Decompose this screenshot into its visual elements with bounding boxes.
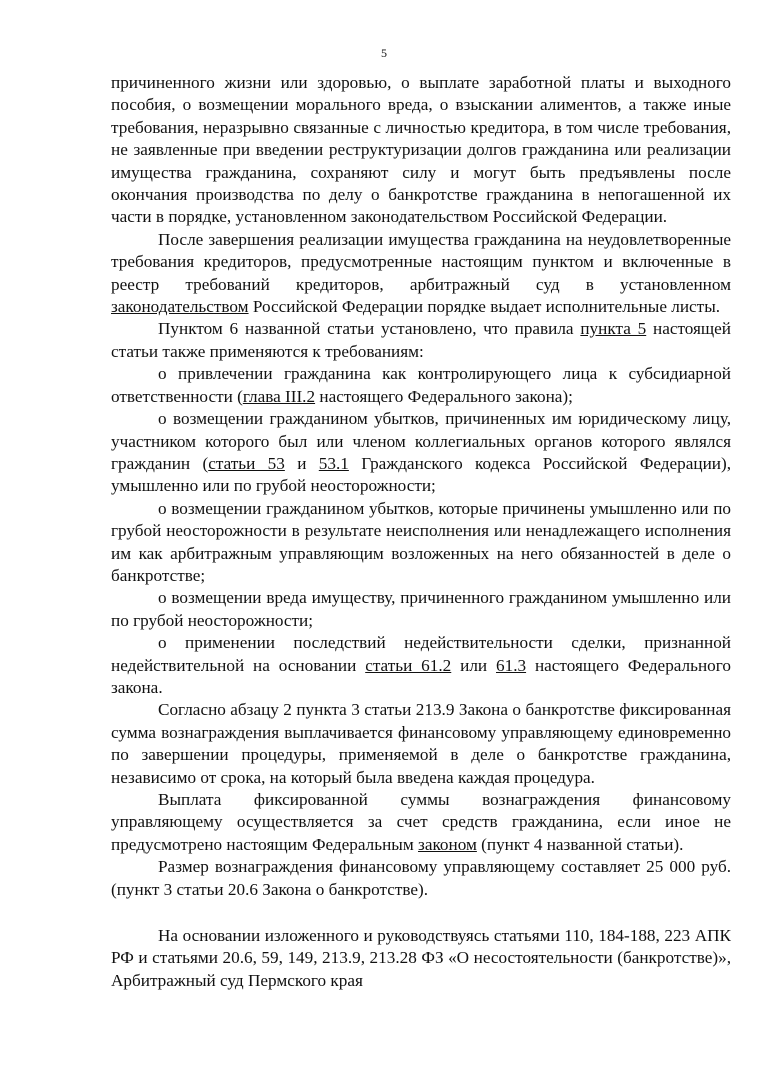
paragraph-text: На основании изложенного и руководствуясь статьями 110, 184-188, 223 АПК РФ и статьями 20.6, 59, 149, 213.9, 213.28 ФЗ «О несостоятельности (банкротстве)», Арбитражный суд Пермского края bbox=[111, 926, 731, 990]
paragraph bbox=[111, 587, 731, 632]
paragraph bbox=[111, 408, 731, 498]
paragraph bbox=[111, 699, 731, 789]
paragraph-text: настоящего Федерального закона. bbox=[111, 655, 731, 697]
paragraph-text: о привлечении гражданина как контролирующего лица к субсидиарной ответственности ( bbox=[111, 364, 731, 406]
paragraph-text: настоящей статьи также применяются к требованиям: bbox=[111, 319, 731, 361]
paragraph bbox=[111, 925, 731, 992]
paragraph bbox=[111, 632, 731, 699]
law-reference-link[interactable]: глава III.2 bbox=[242, 386, 316, 406]
paragraph-text: о возмещении вреда имуществу, причиненного гражданином умышленно или по грубой неосторожности; bbox=[111, 588, 731, 630]
paragraph bbox=[111, 789, 731, 856]
paragraph-text: Гражданского кодекса Российской Федерации), умышленно или по грубой неосторожности; bbox=[111, 453, 732, 496]
paragraph-text: о возмещении гражданином убытков, которые причинены умышленно или по грубой неосторожности в результате неисполнения или ненадлежащего исполнения им как арбитражным управляющим возложенных на него обязанностей в деле о банкротстве; bbox=[111, 498, 731, 585]
paragraph-text: После завершения реализации имущества гражданина на неудовлетворенные требования кредиторов, предусмотренные настоящим пунктом и включенные в реестр требований кредиторов, арбитражный суд в установленном bbox=[111, 229, 731, 294]
law-reference-link[interactable]: законодательством bbox=[111, 297, 249, 317]
document-body bbox=[111, 72, 731, 992]
law-reference-link[interactable]: 53.1 bbox=[318, 453, 349, 473]
paragraph-text: причиненного жизни или здоровью, о выплате заработной платы и выходного пособия, о возмещении морального вреда, о взыскании алиментов, а также иные требования, неразрывно связанные с личностью кредитора, в том числе требования, не заявленные при введении реструктуризации долгов гражданина или реализации имущества гражданина, сохраняют силу и могут быть предъявлены после окончания производства по делу о банкротстве гражданина в непогашенной их части в порядке, установленном законодательством Российской Федерации. bbox=[111, 73, 731, 227]
paragraph bbox=[111, 498, 731, 588]
paragraph bbox=[111, 856, 731, 901]
law-reference-link[interactable]: пункта 5 bbox=[580, 319, 647, 339]
paragraph bbox=[111, 72, 731, 229]
paragraph-text: Российской Федерации порядке выдает исполнительные листы. bbox=[248, 297, 721, 317]
paragraph-text: о возмещении гражданином убытков, причиненных им юридическому лицу, участником которого был или членом коллегиальных органов которого являлся гражданин ( bbox=[111, 409, 731, 473]
paragraph-text: или bbox=[451, 655, 496, 675]
paragraph-text: Пунктом 6 названной статьи установлено, что правила bbox=[158, 319, 581, 339]
paragraph-text: Согласно абзацу 2 пункта 3 статьи 213.9 Закона о банкротстве фиксированная сумма вознаграждения выплачивается финансовому управляющему единовременно по завершении процедуры, применяемой в деле о банкротстве гражданина, независимо от срока, на который была введена каждая процедура. bbox=[111, 700, 731, 787]
law-reference-link[interactable]: 61.3 bbox=[496, 655, 527, 675]
page-number: 5 bbox=[381, 46, 387, 60]
paragraph-text: Размер вознаграждения финансовому управляющему составляет 25 000 руб. (пункт 3 статьи 20.6 Закона о банкротстве). bbox=[111, 857, 731, 899]
law-reference-link[interactable]: статьи 53 bbox=[208, 453, 285, 473]
paragraph-text: (пункт 4 названной статьи). bbox=[476, 834, 684, 854]
law-reference-link[interactable]: законом bbox=[418, 834, 477, 854]
paragraph-text: Выплата фиксированной суммы вознаграждения финансовому управляющему осуществляется за счет средств гражданина, если иное не предусмотрено настоящим Федеральным bbox=[111, 790, 731, 854]
paragraph bbox=[111, 318, 731, 363]
paragraph bbox=[111, 363, 731, 408]
paragraph bbox=[111, 229, 731, 319]
paragraph-text: о применении последствий недействительности сделки, признанной недействительной на основании bbox=[111, 633, 731, 675]
paragraph-text: настоящего Федерального закона); bbox=[315, 386, 573, 406]
law-reference-link[interactable]: статьи 61.2 bbox=[365, 655, 452, 675]
paragraph-text: и bbox=[284, 453, 319, 473]
